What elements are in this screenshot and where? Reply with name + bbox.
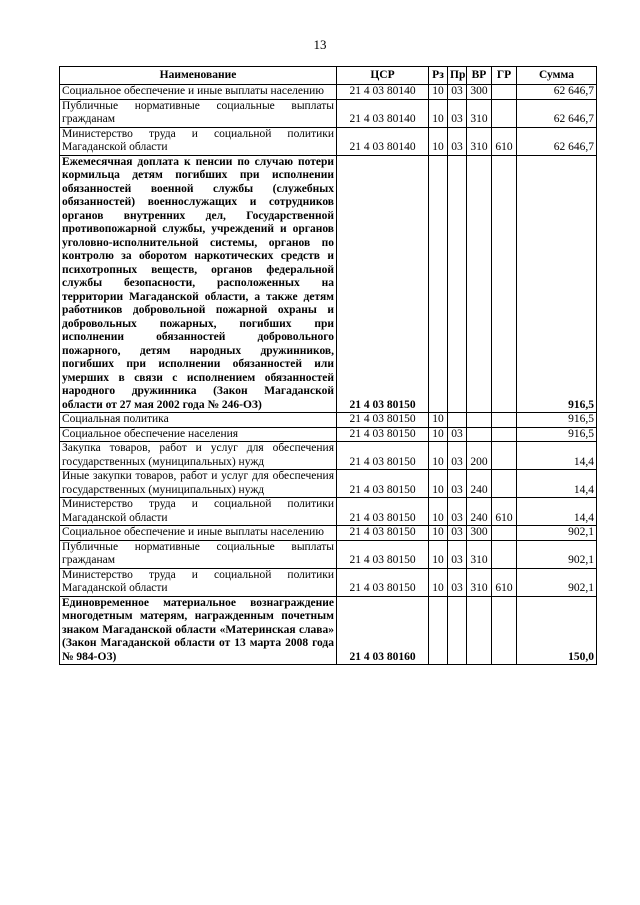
cell-vr: 240 [467,470,492,498]
cell-sum: 916,5 [517,427,597,442]
cell-csr: 21 4 03 80150 [337,442,429,470]
cell-gr [492,99,517,127]
cell-gr [492,427,517,442]
cell-csr: 21 4 03 80150 [337,568,429,596]
cell-vr: 300 [467,85,492,100]
cell-csr: 21 4 03 80150 [337,155,429,413]
budget-table [59,66,597,665]
table-row [60,127,597,155]
cell-name: Социальная политика [60,413,337,428]
cell-sum: 916,5 [517,413,597,428]
cell-pr [448,413,467,428]
cell-csr: 21 4 03 80150 [337,470,429,498]
cell-gr [492,413,517,428]
cell-csr: 21 4 03 80150 [337,427,429,442]
cell-rz: 10 [429,99,448,127]
cell-sum: 14,4 [517,442,597,470]
cell-name: Социальное обеспечение населения [60,427,337,442]
header-rz: Рз [429,67,448,85]
cell-vr [467,596,492,665]
cell-pr: 03 [448,99,467,127]
cell-rz: 10 [429,427,448,442]
table-row [60,155,597,413]
cell-gr [492,155,517,413]
cell-vr [467,413,492,428]
cell-csr: 21 4 03 80150 [337,413,429,428]
cell-name: Публичные нормативные социальные выплаты гражданам [60,540,337,568]
table-row [60,498,597,526]
cell-name: Социальное обеспечение и иные выплаты населению [60,85,337,100]
cell-csr: 21 4 03 80140 [337,99,429,127]
cell-vr [467,155,492,413]
cell-pr: 03 [448,568,467,596]
cell-pr: 03 [448,540,467,568]
cell-gr [492,470,517,498]
cell-vr: 310 [467,568,492,596]
cell-pr: 03 [448,498,467,526]
table-header-row [60,67,597,85]
table-row [60,540,597,568]
header-vr: ВР [467,67,492,85]
cell-name: Министерство труда и социальной политики Магаданской области [60,568,337,596]
cell-csr: 21 4 03 80150 [337,526,429,541]
cell-name: Закупка товаров, работ и услуг для обеспечения государственных (муниципальных) нужд [60,442,337,470]
table-row [60,442,597,470]
table-row [60,470,597,498]
cell-vr: 240 [467,498,492,526]
cell-name: Публичные нормативные социальные выплаты гражданам [60,99,337,127]
cell-name: Министерство труда и социальной политики Магаданской области [60,498,337,526]
cell-gr [492,85,517,100]
cell-rz: 10 [429,442,448,470]
cell-sum: 150,0 [517,596,597,665]
cell-sum: 62 646,7 [517,99,597,127]
cell-rz: 10 [429,498,448,526]
cell-sum: 902,1 [517,568,597,596]
cell-gr: 610 [492,127,517,155]
cell-name: Иные закупки товаров, работ и услуг для обеспечения государственных (муниципальных) нужд [60,470,337,498]
cell-name: Министерство труда и социальной политики Магаданской области [60,127,337,155]
header-gr: ГР [492,67,517,85]
cell-pr: 03 [448,442,467,470]
cell-sum: 14,4 [517,498,597,526]
cell-sum: 62 646,7 [517,127,597,155]
cell-gr [492,526,517,541]
cell-pr [448,596,467,665]
table-row [60,413,597,428]
cell-rz: 10 [429,85,448,100]
cell-gr: 610 [492,498,517,526]
cell-vr: 300 [467,526,492,541]
cell-gr [492,596,517,665]
cell-pr: 03 [448,470,467,498]
cell-sum: 902,1 [517,526,597,541]
cell-sum: 902,1 [517,540,597,568]
cell-rz: 10 [429,470,448,498]
cell-name: Единовременное материальное вознаграждение многодетным матерям, награжденным почетным знаком Магаданской области «Материнская слава» (Закон Магаданской области от 13 марта 2008 года № 984-ОЗ) [60,596,337,665]
header-pr: Пр [448,67,467,85]
cell-vr: 310 [467,127,492,155]
cell-pr: 03 [448,526,467,541]
cell-rz [429,155,448,413]
cell-pr: 03 [448,127,467,155]
cell-pr: 03 [448,427,467,442]
cell-rz [429,596,448,665]
cell-vr: 200 [467,442,492,470]
cell-sum: 14,4 [517,470,597,498]
cell-pr [448,155,467,413]
header-csr: ЦСР [337,67,429,85]
cell-gr [492,442,517,470]
cell-rz: 10 [429,127,448,155]
header-sum: Сумма [517,67,597,85]
table-row [60,99,597,127]
cell-csr: 21 4 03 80150 [337,540,429,568]
table-row [60,85,597,100]
cell-name: Ежемесячная доплата к пенсии по случаю потери кормильца детям погибших при исполнении обязанностей военной службы (служебных обязанностей) военнослужащих и сотрудников органов внутренних дел, Государственной противопожарной службы, учреждений и органов уголовно-исполнительной системы, органов по контролю за оборотом наркотических средств и психотропных веществ, органов федеральной службы безопасности, расположенных на территории Магаданской области, а также детям работников добровольной пожарной охраны и добровольных пожарных, погибших при исполнении обязанностей добровольного пожарного, детям народных дружинников, погибших при исполнении обязанностей или умерших в связи с исполнением обязанностей народного дружинника (Закон Магаданской области от 27 мая 2002 года № 246-ОЗ) [60,155,337,413]
cell-csr: 21 4 03 80140 [337,85,429,100]
cell-vr: 310 [467,540,492,568]
table-row [60,427,597,442]
header-name: Наименование [60,67,337,85]
cell-vr [467,427,492,442]
table-row [60,596,597,665]
cell-rz: 10 [429,540,448,568]
page-number: 13 [313,37,327,52]
cell-rz: 10 [429,526,448,541]
cell-sum: 62 646,7 [517,85,597,100]
table-row [60,568,597,596]
cell-csr: 21 4 03 80150 [337,498,429,526]
cell-rz: 10 [429,413,448,428]
cell-name: Социальное обеспечение и иные выплаты населению [60,526,337,541]
cell-gr [492,540,517,568]
table-row [60,526,597,541]
cell-vr: 310 [467,99,492,127]
cell-sum: 916,5 [517,155,597,413]
cell-pr: 03 [448,85,467,100]
cell-rz: 10 [429,568,448,596]
cell-csr: 21 4 03 80160 [337,596,429,665]
cell-gr: 610 [492,568,517,596]
cell-csr: 21 4 03 80140 [337,127,429,155]
